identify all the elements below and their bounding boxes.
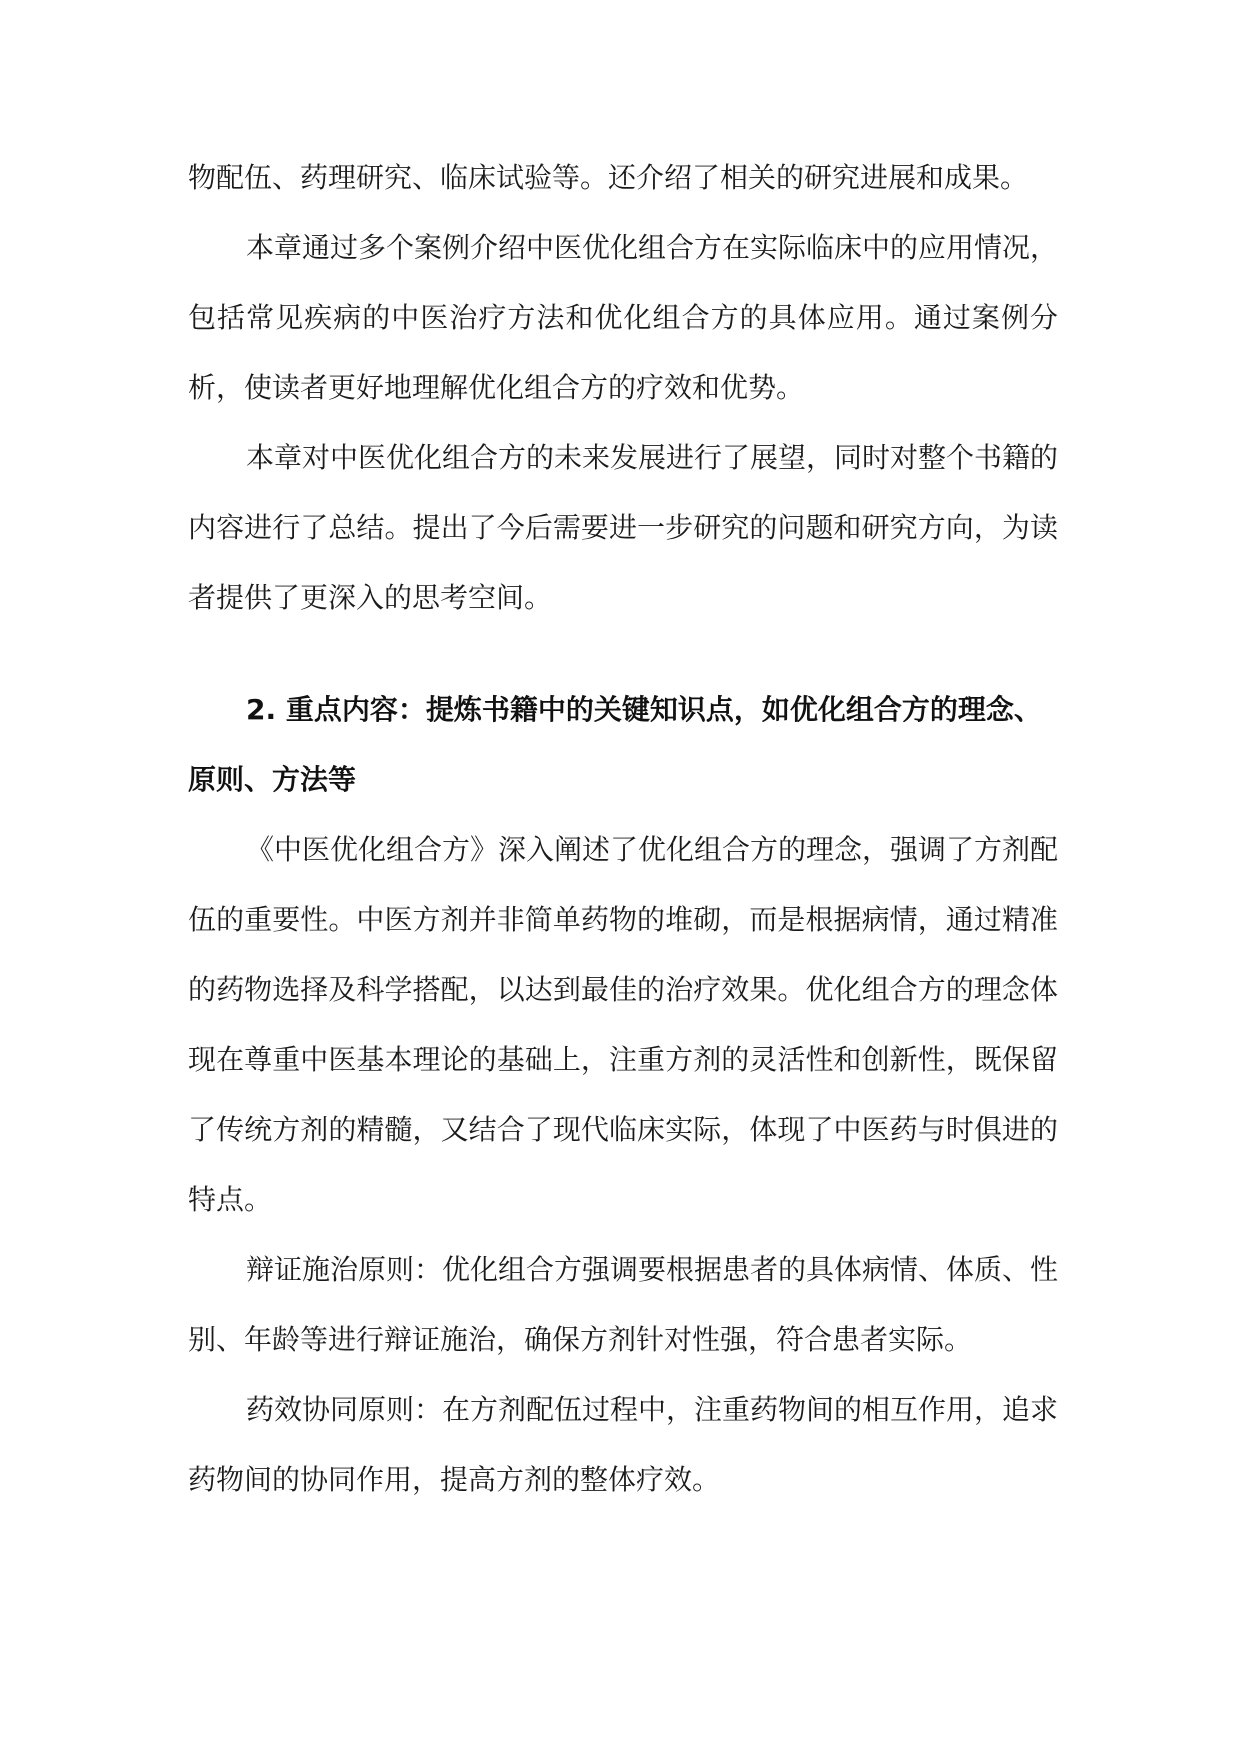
document-body (188, 143, 1058, 1515)
paragraph-concept: 《中医优化组合方》深入阐述了优化组合方的理念，强调了方剂配伍的重要性。中医方剂并非简单药物的堆砌，而是根据病情，通过精准的药物选择及科学搭配，以达到最佳的治疗效果。优化组合方的理念体现在尊重中医基本理论的基础上，注重方剂的灵活性和创新性，既保留了传统方剂的精髓，又结合了现代临床实际，体现了中医药与时俱进的特点。 (188, 833, 1059, 1216)
paragraph-case-studies: 本章通过多个案例介绍中医优化组合方在实际临床中的应用情况，包括常见疾病的中医治疗方法和优化组合方的具体应用。通过案例分析，使读者更好地理解优化组合方的疗效和优势。 (188, 231, 1059, 404)
paragraph-continued: 物配伍、药理研究、临床试验等。还介绍了相关的研究进展和成果。 (188, 161, 1029, 194)
paragraph-principle-synergy: 药效协同原则：在方剂配伍过程中，注重药物间的相互作用，追求药物间的协同作用，提高方剂的整体疗效。 (188, 1393, 1059, 1496)
paragraph-principle-syndrome: 辩证施治原则：优化组合方强调要根据患者的具体病情、体质、性别、年龄等进行辩证施治，确保方剂针对性强，符合患者实际。 (188, 1253, 1059, 1356)
section-heading: 2. 重点内容：提炼书籍中的关键知识点，如优化组合方的理念、原则、方法等 (188, 693, 1042, 796)
paragraph-outlook: 本章对中医优化组合方的未来发展进行了展望，同时对整个书籍的内容进行了总结。提出了今后需要进一步研究的问题和研究方向，为读者提供了更深入的思考空间。 (188, 441, 1059, 614)
